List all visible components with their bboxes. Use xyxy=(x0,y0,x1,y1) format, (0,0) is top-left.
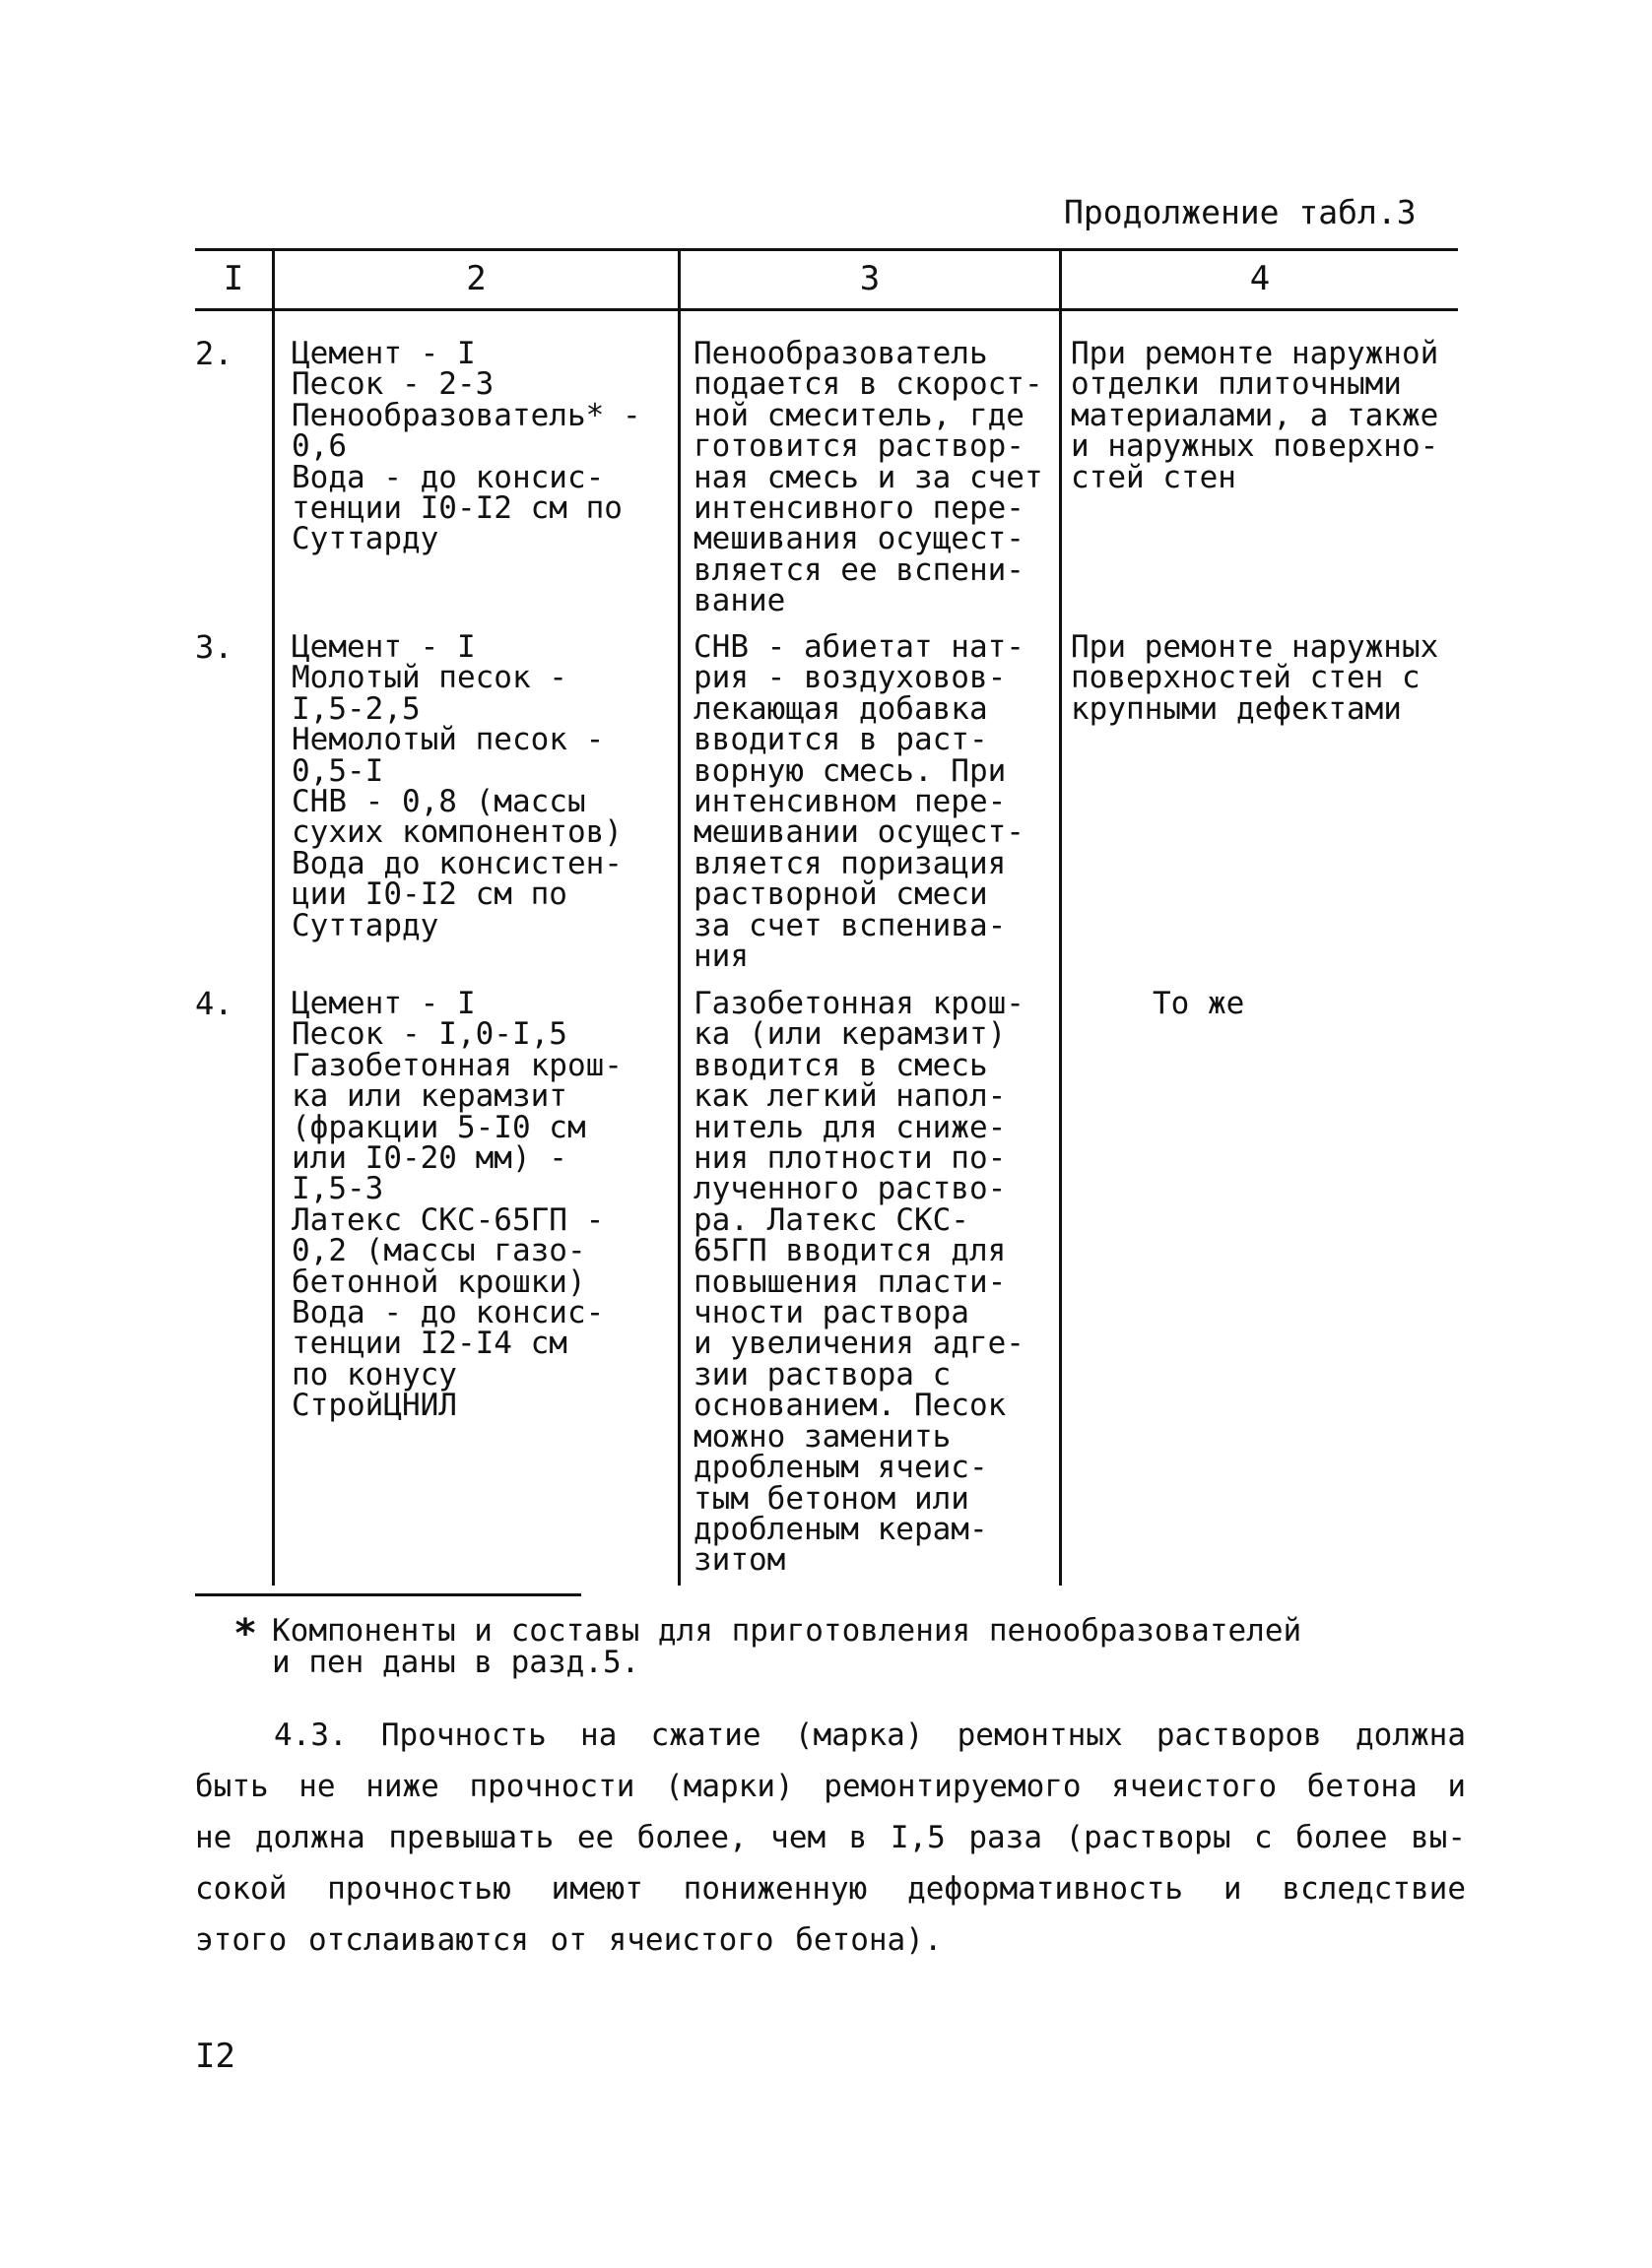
cell-composition: Цемент - I Песок - 2-3 Пенообразователь* - 0,6 Вода - до консис- тенции I0-I2 см по Суттарду xyxy=(292,336,641,557)
cell-notes: Газобетонная крош- ка (или керамзит) вводится в смесь как легкий напол- нитель для сниже- ния плотности по- лученного раство- ра. Латекс СКС- 65ГП вводится для повышения пласти- чности раствора и увеличения адге- зии раствора с основанием. Песок можно заменить дробленым ячеис- тым бетоном или дробленым керам- зитом xyxy=(694,986,1024,1579)
footnote-text: Компоненты и составы для приготовления пенообразователей и пен даны в разд.5. xyxy=(272,1613,1302,1680)
cell-application: При ремонте наружной отделки плиточными материалами, а также и наружных поверхно- стей стен xyxy=(1071,336,1439,495)
paragraph-line: этого отслаиваются от ячеистого бетона). xyxy=(195,1922,943,1958)
column-divider xyxy=(678,248,681,1586)
cell-application: То же xyxy=(1153,986,1245,1021)
paragraph-line: не должна превышать ее более, чем в I,5 раза (растворы с более вы- xyxy=(195,1820,1466,1855)
header-col-1: I xyxy=(223,259,244,298)
header-col-3: 3 xyxy=(859,259,881,298)
paragraph-4-3 xyxy=(195,1710,1466,1966)
column-divider xyxy=(272,248,275,1586)
cell-composition: Цемент - I Песок - I,0-I,5 Газобетонная крош- ка или керамзит (фракции 5-I0 см или I0-20 мм) - I,5-3 Латекс СКС-65ГП - 0,2 (массы газо- бетонной крошки) Вода - до консис- тенции I2-I4 см по конусу СтройЦНИЛ xyxy=(292,986,623,1424)
paragraph-line: сокой прочностью имеют пониженную деформативность и вследствие xyxy=(195,1871,1466,1907)
paragraph-line: 4.3. Прочность на сжатие (марка) ремонтных растворов должна xyxy=(274,1717,1466,1753)
column-divider xyxy=(1059,248,1062,1586)
page-number: I2 xyxy=(195,2037,235,2076)
header-col-2: 2 xyxy=(466,259,487,298)
cell-notes: Пенообразователь подается в скорост- ной смеситель, где готовится раствор- ная смесь и за счет интенсивного пере- мешивания осущест- вляется ее вспени- вание xyxy=(694,336,1043,619)
table-caption: Продолжение табл.3 xyxy=(1064,193,1417,231)
cell-application: При ремонте наружных поверхностей стен с крупными дефектами xyxy=(1071,629,1439,727)
footnote-rule xyxy=(195,1593,581,1596)
row-number: 3. xyxy=(195,628,233,666)
paragraph-line: быть не ниже прочности (марки) ремонтируемого ячеистого бетона и xyxy=(195,1769,1466,1804)
footnote-mark: * xyxy=(233,1611,258,1656)
row-number: 4. xyxy=(195,985,233,1022)
row-number: 2. xyxy=(195,335,233,372)
header-col-4: 4 xyxy=(1249,259,1271,298)
cell-notes: СНВ - абиетат нат- рия - воздуховов- лекающая добавка вводится в раст- ворную смесь. При интенсивном пере- мешивании осущест- вляется поризация растворной смеси за счет вспенива- ния xyxy=(694,629,1024,975)
cell-composition: Цемент - I Молотый песок - I,5-2,5 Немолотый песок - 0,5-I СНВ - 0,8 (массы сухих компонентов) Вода до консистен- ции I0-I2 см по Суттарду xyxy=(292,629,623,943)
